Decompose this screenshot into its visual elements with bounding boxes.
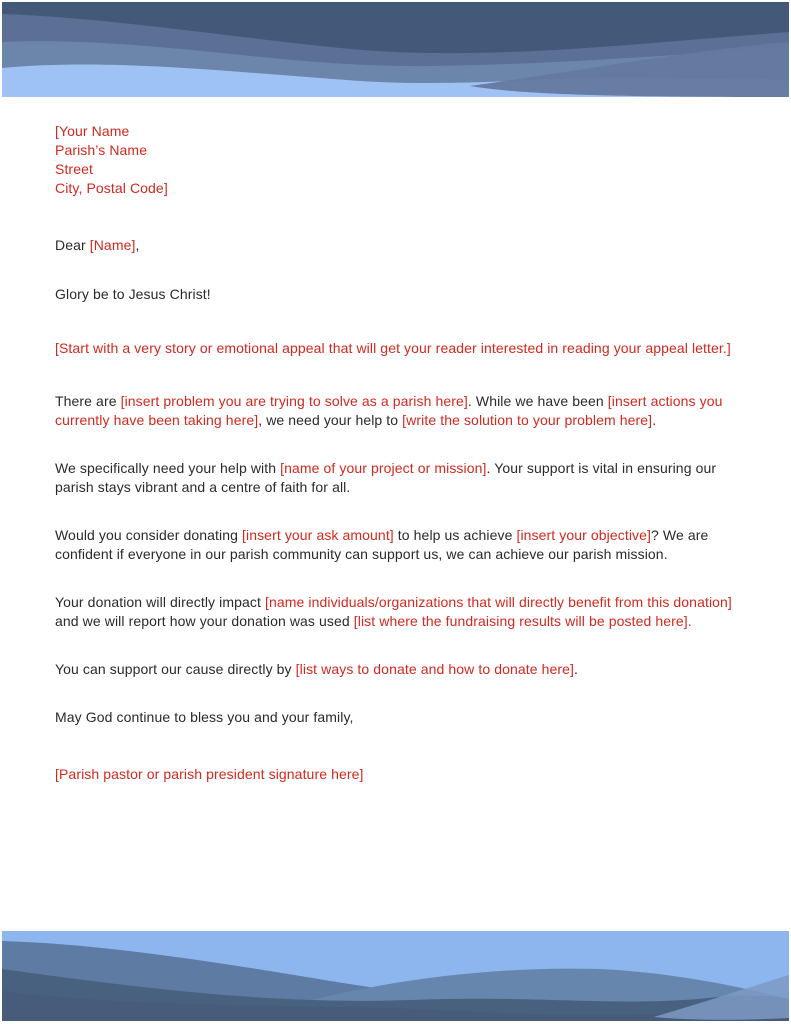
paragraph-salutation bbox=[55, 236, 736, 255]
paragraph-signature bbox=[55, 765, 736, 784]
footer-wave-banner bbox=[2, 931, 789, 1021]
placeholder-text: [name individuals/organizations that will directly benefit from this donation] bbox=[264, 594, 732, 610]
placeholder-text: [name of your project or mission] bbox=[280, 460, 487, 476]
letter-text: You can support our cause directly by bbox=[55, 661, 296, 677]
address-line: City, Postal Code] bbox=[55, 180, 168, 196]
letter-text: to help us achieve bbox=[393, 527, 517, 543]
placeholder-text: [Name] bbox=[89, 237, 136, 253]
paragraph-hook bbox=[55, 339, 736, 358]
address-line: Street bbox=[55, 161, 93, 177]
address-block bbox=[55, 122, 736, 198]
letter-body bbox=[55, 236, 736, 784]
letter-text: Would you consider donating bbox=[55, 527, 242, 543]
paragraph-ask bbox=[55, 526, 736, 564]
letter-text: , we need your help to bbox=[258, 412, 403, 428]
paragraph-blessing bbox=[55, 708, 736, 727]
placeholder-text: [insert actions you currently have been taking here] bbox=[55, 393, 723, 428]
paragraph-problem bbox=[55, 392, 736, 430]
letter-text: . While we have been bbox=[467, 393, 608, 409]
placeholder-text: [list ways to donate and how to donate here] bbox=[295, 661, 575, 677]
letter-text: Dear bbox=[55, 237, 90, 253]
letter-text: May God continue to bless you and your family, bbox=[55, 709, 354, 725]
letter-content bbox=[55, 122, 736, 784]
letter-text: and we will report how your donation was used bbox=[55, 613, 354, 629]
header-wave-banner bbox=[2, 2, 789, 97]
placeholder-text: [insert your ask amount] bbox=[242, 527, 394, 543]
placeholder-text: [Parish pastor or parish president signature here] bbox=[55, 766, 364, 782]
address-line: Parish’s Name bbox=[55, 142, 148, 158]
placeholder-text: [list where the fundraising results will be posted here]. bbox=[353, 613, 692, 629]
letter-text: , bbox=[135, 237, 140, 253]
letter-text: . Your support is vital in ensuring our parish stays vibrant and a centre of faith for all. bbox=[55, 460, 717, 495]
placeholder-text: [Start with a very story or emotional appeal that will get your reader interested in reading your appeal letter.] bbox=[55, 340, 731, 356]
placeholder-text: [insert your objective] bbox=[516, 527, 652, 543]
paragraph-project bbox=[55, 459, 736, 497]
placeholder-text: [insert problem you are trying to solve as a parish here] bbox=[120, 393, 468, 409]
letter-text: . bbox=[574, 661, 579, 677]
address-line: [Your Name bbox=[55, 123, 130, 139]
letter-text: We specifically need your help with bbox=[55, 460, 281, 476]
letter-text: ? We are confident if everyone in our parish community can support us, we can achieve our parish mission. bbox=[55, 527, 709, 562]
paragraph-greeting bbox=[55, 285, 736, 304]
paragraph-donate bbox=[55, 660, 736, 679]
letter-text: There are bbox=[55, 393, 121, 409]
paragraph-impact bbox=[55, 593, 736, 631]
letter-text: Your donation will directly impact bbox=[55, 594, 265, 610]
letter-text: Glory be to Jesus Christ! bbox=[55, 286, 211, 302]
letter-text: . bbox=[652, 412, 657, 428]
placeholder-text: [write the solution to your problem here] bbox=[402, 412, 653, 428]
